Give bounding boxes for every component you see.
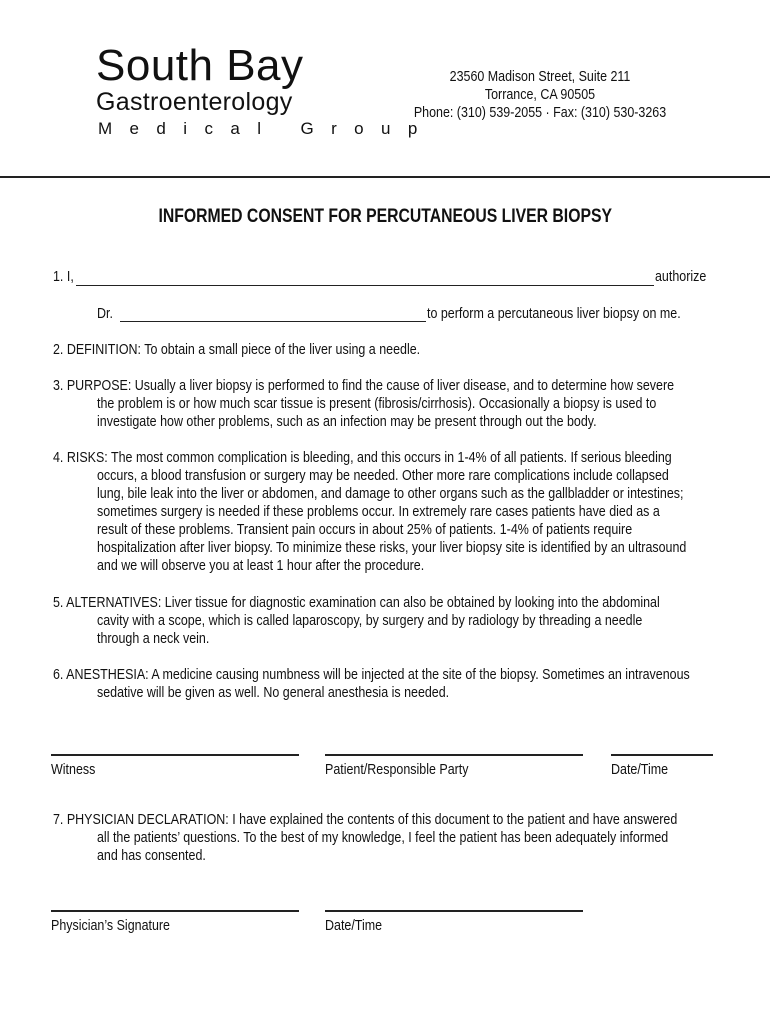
document-title: INFORMED CONSENT FOR PERCUTANEOUS LIVER BIOPSY xyxy=(158,206,612,227)
risks-line-2: occurs, a blood transfusion or surgery may be needed. Other more rare complications include collapsed xyxy=(97,468,669,484)
alternatives-line-2: cavity with a scope, which is called laparoscopy, by surgery and by radiology by threading a needle xyxy=(97,613,643,629)
physician-declaration-line-3: and has consented. xyxy=(97,848,206,864)
patient-datetime-field[interactable] xyxy=(611,754,713,756)
risks-line-7: and we will observe you at least 1 hour after the procedure. xyxy=(97,558,425,574)
alternatives-line-1: 5. ALTERNATIVES: Liver tissue for diagnostic examination can also be obtained by looking into the abdominal xyxy=(53,595,660,611)
item1-dr-label: Dr. xyxy=(97,306,113,322)
item1-authorize: authorize xyxy=(655,269,707,285)
risks-line-5: result of these problems. Transient pain occurs in about 25% of patients. 1-4% of patients require xyxy=(97,522,633,538)
risks-line-4: sometimes surgery is needed if these problems occur. In extremely rare cases patients have died as a xyxy=(97,504,660,520)
physician-datetime-field[interactable] xyxy=(325,910,583,912)
risks-line-3: lung, bile leak into the liver or abdomen, and damage to other organs such as the gallbladder or intestines; xyxy=(97,486,684,502)
logo-name: South Bay xyxy=(96,41,304,90)
anesthesia-line-1: 6. ANESTHESIA: A medicine causing numbness will be injected at the site of the biopsy. Sometimes an intravenous xyxy=(53,667,690,683)
witness-signature-field[interactable] xyxy=(51,754,299,756)
logo-group-text: Medical Group xyxy=(98,119,435,138)
header-divider xyxy=(0,176,770,178)
patient-signature-field[interactable] xyxy=(325,754,583,756)
address-phone-fax: Phone: (310) 539-2055 · Fax: (310) 530-3263 xyxy=(413,105,667,121)
purpose-line-2: the problem is or how much scar tissue is present (fibrosis/cirrhosis). Occasionally a biopsy is used to xyxy=(97,396,657,412)
item1-perform-text: to perform a percutaneous liver biopsy on me. xyxy=(427,306,681,322)
physician-signature-field[interactable] xyxy=(51,910,299,912)
risks-line-1: 4. RISKS: The most common complication is bleeding, and this occurs in 1-4% of all patients. If serious bleeding xyxy=(53,450,672,466)
address-city: Torrance, CA 90505 xyxy=(484,87,596,103)
definition-text: 2. DEFINITION: To obtain a small piece of the liver using a needle. xyxy=(53,342,421,358)
logo-subtitle: Gastroenterology xyxy=(96,88,293,116)
purpose-line-3: investigate how other problems, such as an infection may be present through out the body. xyxy=(97,414,597,430)
datetime-label: Date/Time xyxy=(611,762,669,778)
patient-label: Patient/Responsible Party xyxy=(325,762,469,778)
alternatives-line-3: through a neck vein. xyxy=(97,631,210,647)
physician-declaration-line-2: all the patients’ questions. To the best of my knowledge, I feel the patient has been adequately informed xyxy=(97,830,669,846)
patient-name-field[interactable] xyxy=(76,285,654,286)
witness-label: Witness xyxy=(51,762,96,778)
purpose-line-1: 3. PURPOSE: Usually a liver biopsy is performed to find the cause of liver disease, and to determine how severe xyxy=(53,378,675,394)
risks-line-6: hospitalization after liver biopsy. To minimize these risks, your liver biopsy site is identified by an ultrasound xyxy=(97,540,687,556)
doctor-name-field[interactable] xyxy=(120,321,426,322)
physician-signature-label: Physician’s Signature xyxy=(51,918,171,934)
address-street: 23560 Madison Street, Suite 211 xyxy=(449,69,631,85)
anesthesia-line-2: sedative will be given as well. No general anesthesia is needed. xyxy=(97,685,450,701)
physician-datetime-label: Date/Time xyxy=(325,918,383,934)
clinic-address xyxy=(384,68,696,122)
physician-declaration-line-1: 7. PHYSICIAN DECLARATION: I have explained the contents of this document to the patient and have answered xyxy=(53,812,678,828)
item1-prefix: 1. I, xyxy=(53,269,74,285)
